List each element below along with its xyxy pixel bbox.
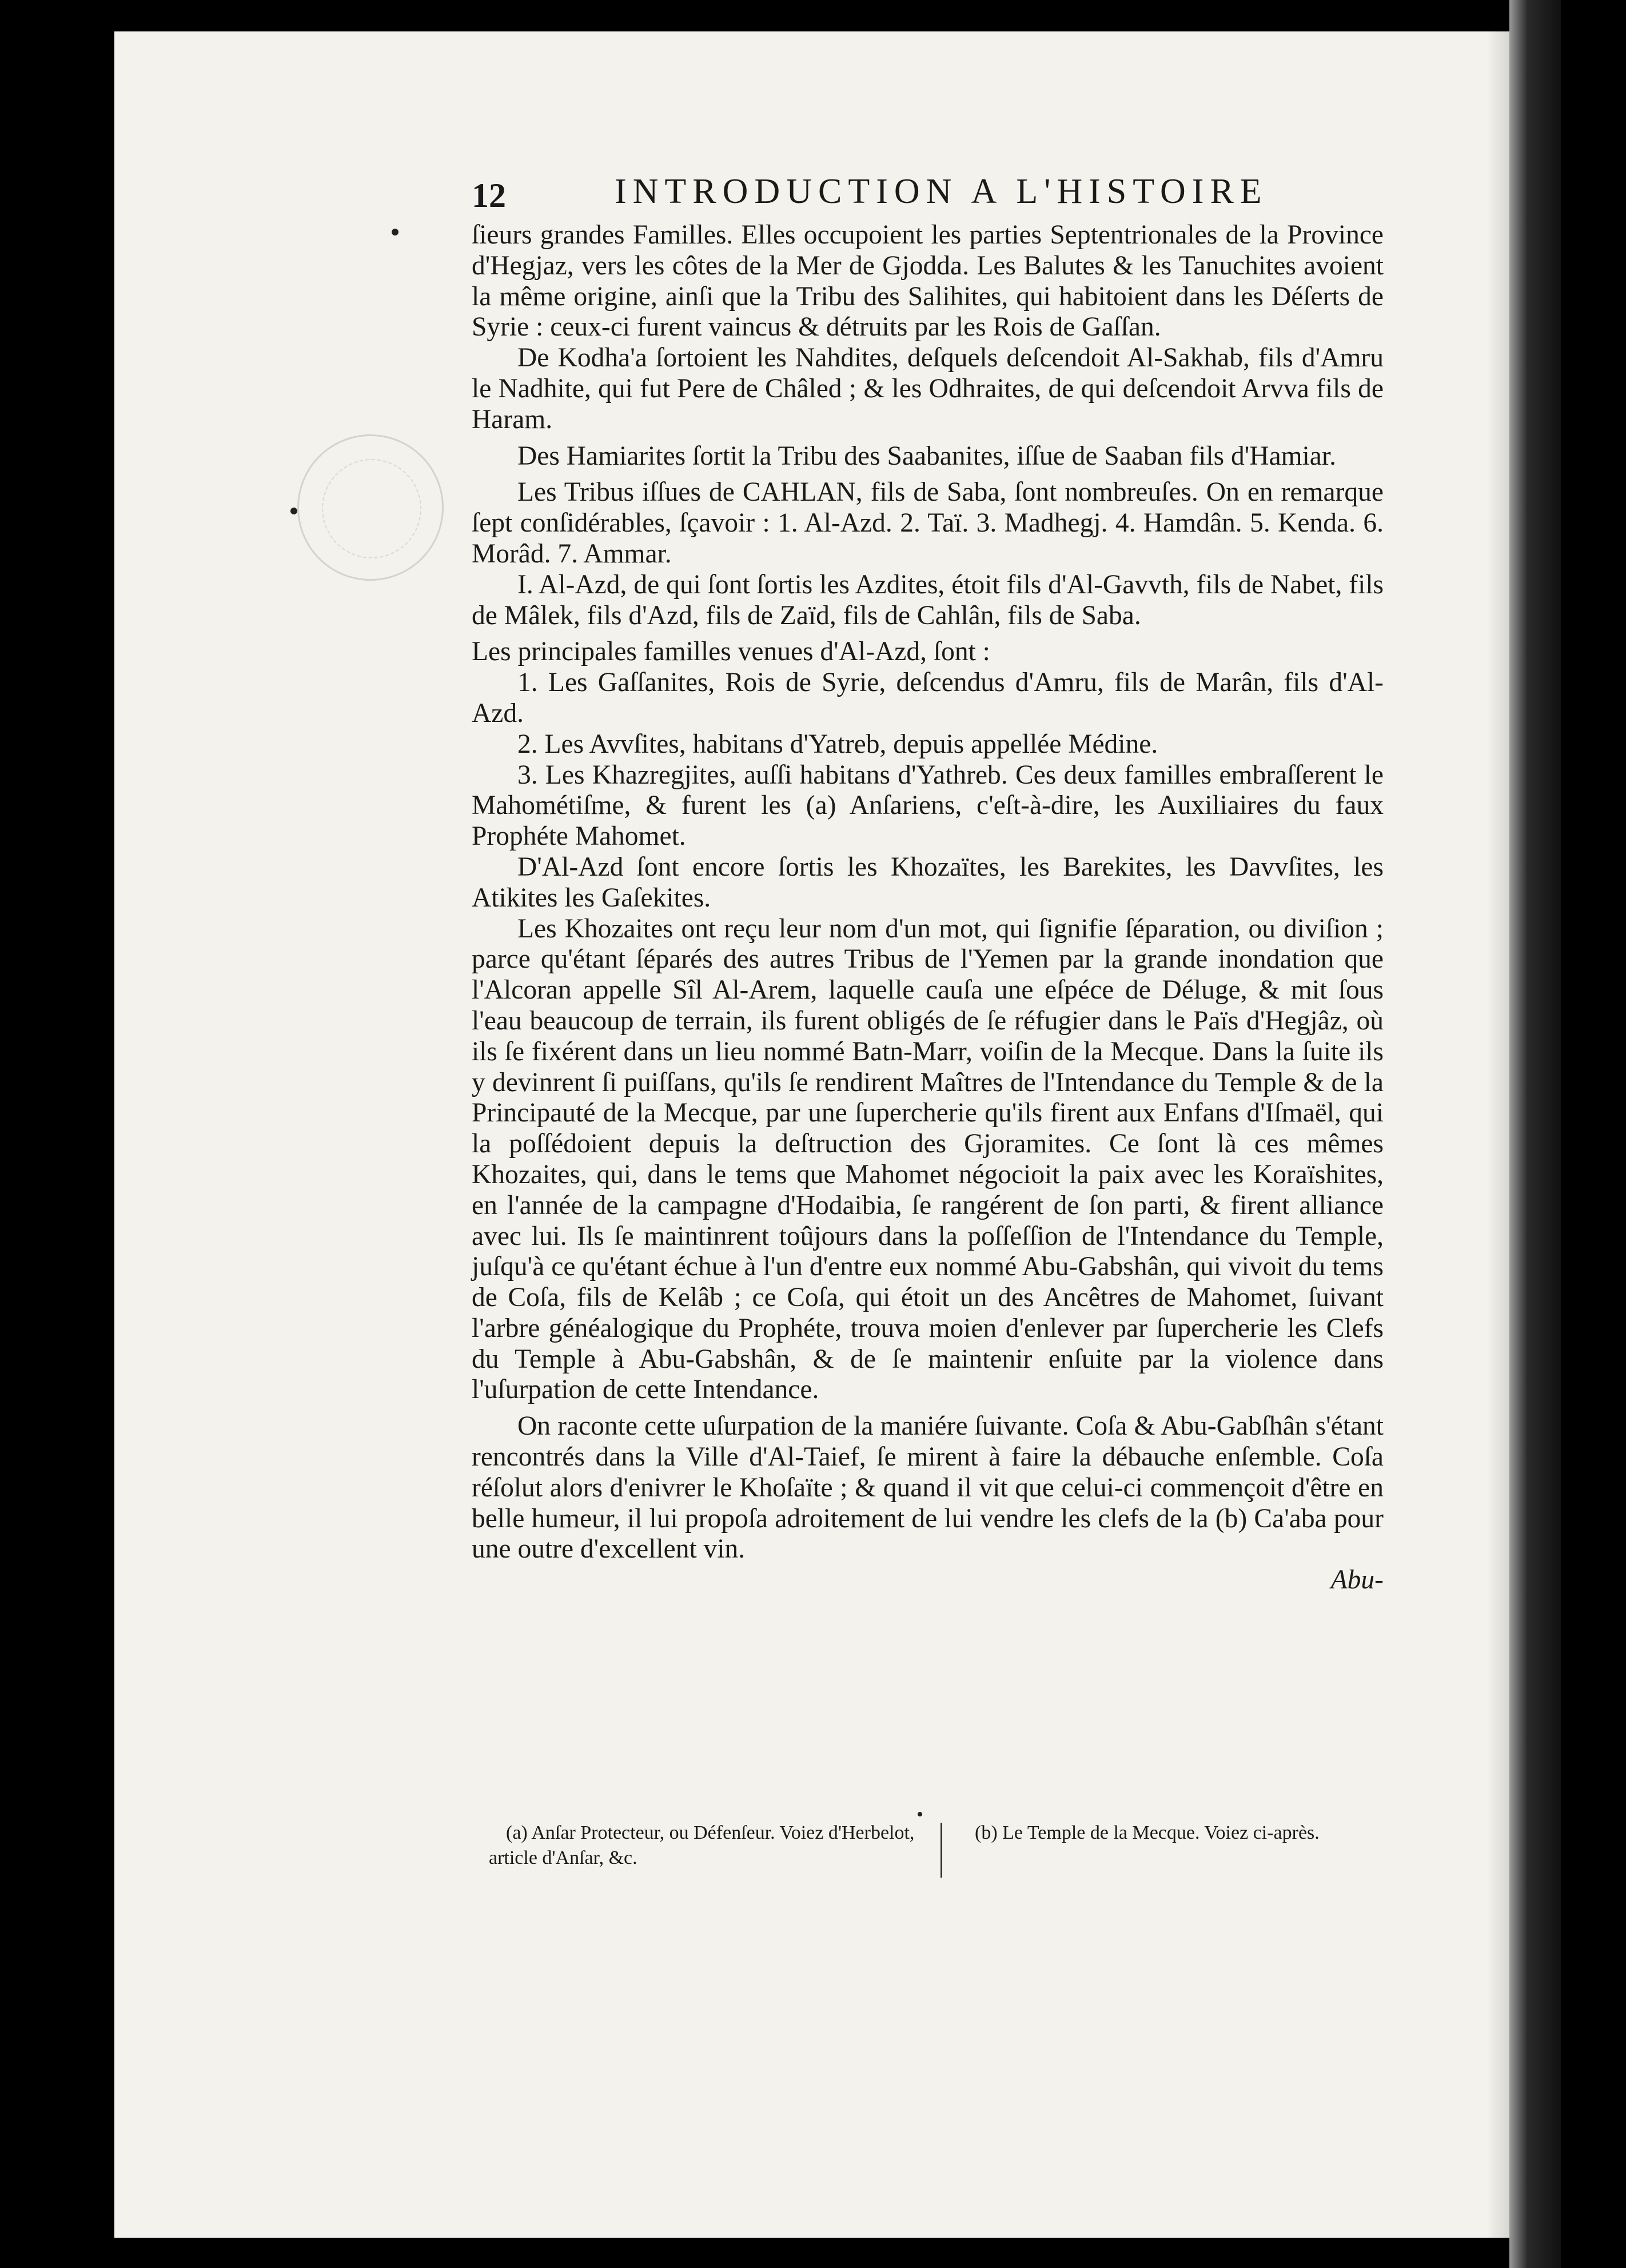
- paragraph: On raconte cette uſurpation de la maniére ſuivante. Coſa & Abu-Gabſhân s'étant rencontrés dans la Ville d'Al-Taief, ſe mirent à faire la débauche enſemble. Coſa réſolut alors d'enivrer le Khoſaïte ; & quand il vit que celui-ci commençoit d'être en belle humeur, il lui propoſa adroitement de lui vendre les clefs de la (b) Ca'aba pour une outre d'excellent vin.: [472, 1411, 1384, 1564]
- page-gutter: [1486, 31, 1509, 2238]
- footnote-mark: [918, 1812, 922, 1816]
- paragraph: De Kodha'a ſortoient les Nahdites, deſquels deſcendoit Al-Sakhab, fils d'Amru le Nadhite, qui fut Pere de Châled ; & les Odhraites, de qui deſcendoit Arvva fils de Haram.: [472, 343, 1384, 434]
- paragraph: I. Al-Azd, de qui ſont ſortis les Azdites, étoit fils d'Al-Gavvth, fils de Nabet, fils de Mâlek, fils d'Azd, fils de Zaïd, fils de Cahlân, fils de Saba.: [472, 569, 1384, 630]
- footnote-b: (b) Le Temple de la Mecque. Voiez ci-après.: [975, 1822, 1320, 1843]
- library-stamp: [297, 434, 444, 581]
- ink-speck: [290, 508, 297, 514]
- list-item: 3. Les Khazregjites, auſſi habitans d'Yathreb. Ces deux familles embraſſerent le Mahométiſme, & furent les (a) Anſariens, c'eſt-à-dire, les Auxiliaires du faux Prophéte Mahomet.: [472, 760, 1384, 852]
- catchword: Abu-: [1330, 1565, 1384, 1595]
- list-item: 1. Les Gaſſanites, Rois de Syrie, deſcendus d'Amru, fils de Marân, fils d'Al-Azd.: [472, 668, 1384, 728]
- running-head: INTRODUCTION A L'HISTOIRE: [615, 172, 1268, 211]
- ink-speck: [392, 229, 398, 235]
- footnote-divider: [940, 1823, 942, 1878]
- footnotes: [489, 1820, 1392, 1883]
- paragraph: ſieurs grandes Familles. Elles occupoient les parties Septentrionales de la Province d'Hegjaz, vers les côtes de la Mer de Gjodda. Les Balutes & les Tanuchites avoient la même origine, ainſi que la Tribu des Salihites, qui habitoient dans les Déſerts de Syrie : ceux-ci furent vaincus & détruits par les Rois de Gaſſan.: [472, 220, 1384, 342]
- list-item: 2. Les Avvſites, habitans d'Yatreb, depuis appellée Médine.: [517, 729, 1158, 759]
- page-number: 12: [472, 177, 506, 214]
- body-text: [472, 220, 1384, 1596]
- paragraph: Des Hamiarites ſortit la Tribu des Saabanites, iſſue de Saaban fils d'Hamiar.: [517, 441, 1336, 471]
- book-spine: [1509, 0, 1561, 2268]
- paragraph: D'Al-Azd ſont encore ſortis les Khozaïtes, les Barekites, les Davvſites, les Atikites les Gaſekites.: [472, 852, 1384, 913]
- paragraph: Les Tribus iſſues de CAHLAN, fils de Saba, ſont nombreuſes. On en remarque ſept conſidérables, ſçavoir : 1. Al-Azd. 2. Taï. 3. Madhegj. 4. Hamdân. 5. Kenda. 6. Morâd. 7. Ammar.: [472, 477, 1384, 569]
- footnote-a: (a) Anſar Protecteur, ou Défenſeur. Voiez d'Herbelot, article d'Anſar, &c.: [489, 1822, 915, 1868]
- page-header: [472, 171, 1284, 223]
- paragraph: Les Khozaites ont reçu leur nom d'un mot, qui ſignifie ſéparation, ou diviſion ; parce qu'étant ſéparés des autres Tribus de l'Yemen par la grande inondation que l'Alcoran appelle Sîl Al-Arem, laquelle cauſa une eſpéce de Déluge, & mit ſous l'eau beaucoup de terrain, ils furent obligés de ſe réfugier dans le Païs d'Hegjâz, où ils ſe fixérent dans un lieu nommé Batn-Marr, voiſin de la Mecque. Dans la ſuite ils y devinrent ſi puiſſans, qu'ils ſe rendirent Maîtres de l'Intendance du Temple & de la Principauté de la Mecque, par une ſupercherie qu'ils firent aux Enfans d'Iſmaël, qui la poſſédoient depuis la deſtruction des Gjoramites. Ce ſont là ces mêmes Khozaites, qui, dans le tems que Mahomet négocioit la paix avec les Koraïshites, en l'année de la campagne d'Hodaibia, ſe rangérent de ſon parti, & firent alliance avec lui. Ils ſe maintinrent toûjours dans la poſſeſſion de l'Intendance du Temple, juſqu'à ce qu'étant échue à l'un d'entre eux nommé Abu-Gabshân, qui vivoit du tems de Coſa, fils de Kelâb ; ce Coſa, qui étoit un des Ancêtres de Mahomet, ſuivant l'arbre généalogique du Prophéte, trouva moien d'enlever par ſupercherie les Clefs du Temple à Abu-Gabshân, & de ſe maintenir enſuite par la violence dans l'uſurpation de cette Intendance.: [472, 913, 1384, 1405]
- paragraph: Les principales familles venues d'Al-Azd, ſont :: [472, 637, 990, 667]
